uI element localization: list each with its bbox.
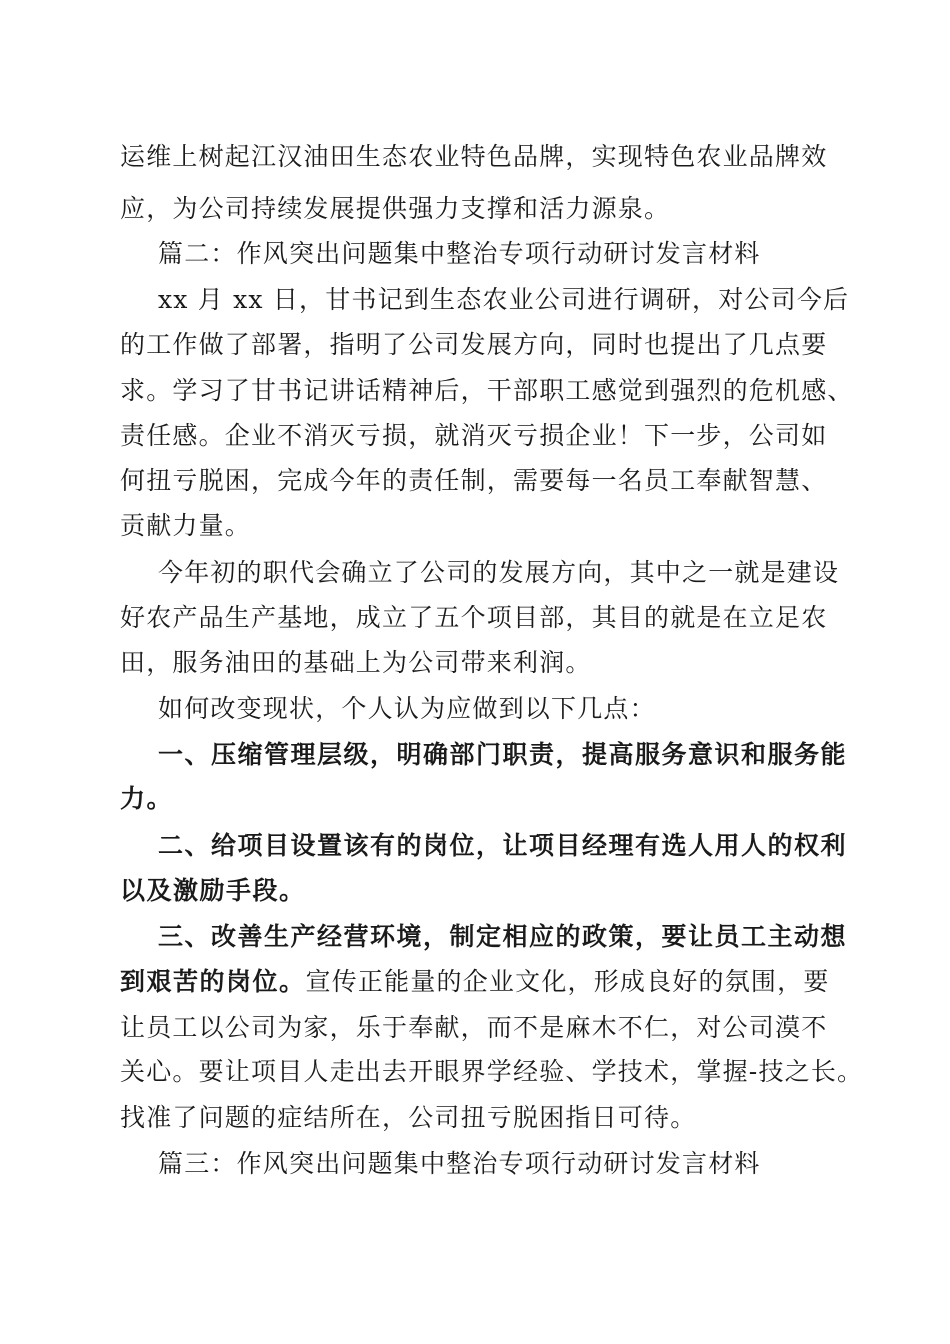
- paragraph-text: 宣传正能量的企业文化，形成良好的氛围，要: [305, 967, 830, 996]
- paragraph-line: 何扭亏脱困，完成今年的责任制，需要每一名员工奉献智慧、: [120, 466, 828, 495]
- paragraph-line: xx 月 xx 日，甘书记到生态农业公司进行调研，对公司今后: [158, 285, 850, 314]
- paragraph-line: 今年初的职代会确立了公司的发展方向，其中之一就是建设: [158, 558, 840, 587]
- paragraph-line: 如何改变现状，个人认为应做到以下几点：: [158, 694, 656, 723]
- paragraph-line: 的工作做了部署，指明了公司发展方向，同时也提出了几点要: [120, 330, 828, 359]
- paragraph-line: 求。学习了甘书记讲话精神后，干部职工感觉到强烈的危机感、: [120, 376, 854, 405]
- paragraph-line: 找准了问题的症结所在，公司扭亏脱困指日可待。: [120, 1103, 697, 1132]
- paragraph-line: 田，服务油田的基础上为公司带来利润。: [120, 648, 592, 677]
- section-heading-2: 篇二：作风突出问题集中整治专项行动研讨发言材料: [158, 239, 761, 268]
- paragraph-line: 让员工以公司为家，乐于奉献，而不是麻木不仁，对公司漠不: [120, 1013, 828, 1042]
- paragraph-line: 关心。要让项目人走出去开眼界学经验、学技术，掌握-技之长。: [120, 1057, 864, 1086]
- paragraph-line: 应，为公司持续发展提供强力支撑和活力源泉。: [120, 194, 671, 223]
- point-one-cont: 力。: [120, 784, 174, 813]
- point-two: 二、给项目设置该有的岗位，让项目经理有选人用人的权利: [158, 831, 848, 860]
- paragraph-line: 好农产品生产基地，成立了五个项目部，其目的就是在立足农: [120, 603, 828, 632]
- point-three-cont: 到艰苦的岗位。: [120, 967, 306, 996]
- point-three: 三、改善生产经营环境，制定相应的政策，要让员工主动想: [158, 922, 848, 951]
- point-two-cont: 以及激励手段。: [120, 876, 306, 905]
- point-one: 一、压缩管理层级，明确部门职责，提高服务意识和服务能: [158, 740, 848, 769]
- paragraph-line: 责任感。企业不消灭亏损，就消灭亏损企业！下一步，公司如: [120, 421, 828, 450]
- paragraph-line: 贡献力量。: [120, 511, 252, 540]
- paragraph-line: 运维上树起江汉油田生态农业特色品牌，实现特色农业品牌效: [120, 142, 828, 171]
- paragraph-line-mixed: [120, 967, 830, 997]
- section-heading-3: 篇三：作风突出问题集中整治专项行动研讨发言材料: [158, 1149, 761, 1178]
